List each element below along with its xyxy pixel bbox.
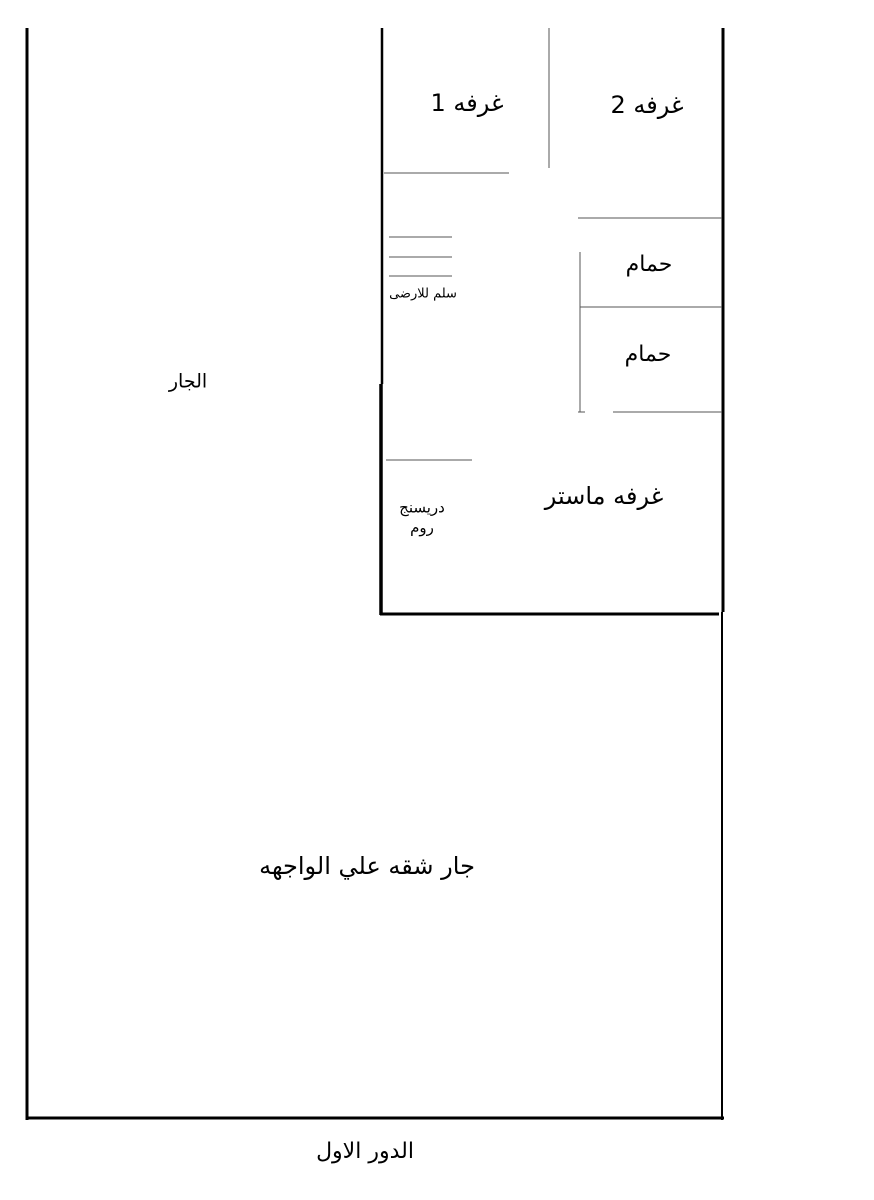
dressing-room-label bbox=[382, 499, 462, 538]
master-room-label: غرفه ماستر bbox=[544, 482, 664, 510]
floor-title: الدور الاول bbox=[316, 1139, 414, 1164]
room1-label: غرفه 1 bbox=[430, 89, 504, 117]
stairs-label: سلم للارضى bbox=[389, 286, 457, 302]
left-neighbor-label: الجار bbox=[168, 370, 208, 393]
room2-label: غرفه 2 bbox=[610, 91, 684, 119]
dressing-room-label-line2: روم bbox=[410, 518, 434, 536]
bathroom-top-label: حمام bbox=[625, 252, 673, 277]
bathroom-bottom-label: حمام bbox=[624, 342, 672, 367]
dressing-room-label-line1: دريسنج bbox=[399, 498, 445, 517]
front-neighbor-label: جار شقه علي الواجهه bbox=[259, 852, 475, 880]
